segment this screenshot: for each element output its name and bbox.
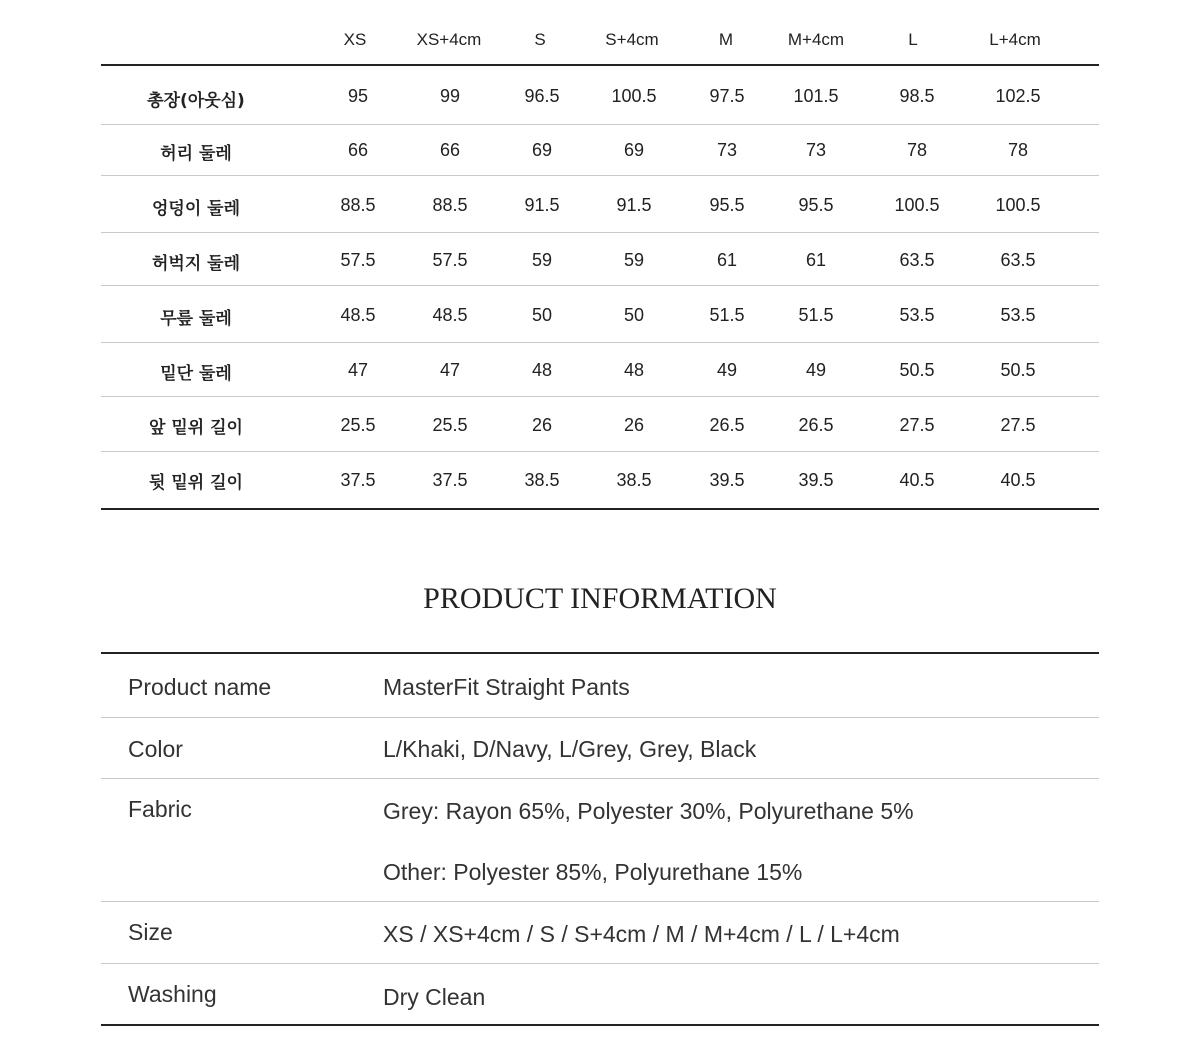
table-cell: 47 xyxy=(347,360,369,380)
table-cell: 26.5 xyxy=(798,415,834,435)
table-row xyxy=(101,343,1099,397)
table-cell: 47 xyxy=(439,360,461,380)
table-cell: 48.5 xyxy=(432,305,468,325)
info-row-product-name xyxy=(101,654,1099,718)
section-title: PRODUCT INFORMATION xyxy=(423,582,777,615)
row-label: 엉덩이 둘레 xyxy=(151,199,241,219)
column-header: L+4cm xyxy=(989,30,1041,49)
table-cell: 97.5 xyxy=(709,86,745,106)
table-cell: 59 xyxy=(531,250,553,270)
table-cell: 91.5 xyxy=(616,195,652,215)
info-value: Other: Polyester 85%, Polyurethane 15% xyxy=(383,859,803,885)
table-cell: 73 xyxy=(805,140,827,160)
table-row xyxy=(101,176,1099,233)
table-row xyxy=(101,286,1099,343)
table-cell: 101.5 xyxy=(793,86,839,106)
info-label: Washing xyxy=(128,981,217,1007)
row-label: 허리 둘레 xyxy=(160,144,232,164)
column-header: XS xyxy=(343,30,367,49)
info-label: Fabric xyxy=(128,796,192,822)
table-cell: 59 xyxy=(623,250,645,270)
table-cell: 63.5 xyxy=(1000,250,1036,270)
table-cell: 48.5 xyxy=(340,305,376,325)
table-cell: 26 xyxy=(531,415,553,435)
table-cell: 53.5 xyxy=(1000,305,1036,325)
table-cell: 78 xyxy=(1007,140,1029,160)
table-cell: 63.5 xyxy=(899,250,935,270)
info-value: L/Khaki, D/Navy, L/Grey, Grey, Black xyxy=(383,736,757,762)
table-cell: 25.5 xyxy=(340,415,376,435)
table-cell: 69 xyxy=(623,140,645,160)
table-cell: 38.5 xyxy=(524,470,560,490)
table-cell: 50 xyxy=(623,305,645,325)
table-cell: 88.5 xyxy=(432,195,468,215)
row-label: 뒷 밑위 길이 xyxy=(149,473,243,493)
table-cell: 50.5 xyxy=(1000,360,1036,380)
table-cell: 102.5 xyxy=(995,86,1041,106)
column-header: XS+4cm xyxy=(416,30,482,49)
info-label: Size xyxy=(128,919,173,945)
table-cell: 39.5 xyxy=(798,470,834,490)
info-label: Product name xyxy=(128,674,272,700)
table-cell: 57.5 xyxy=(432,250,468,270)
table-cell: 61 xyxy=(805,250,827,270)
table-cell: 91.5 xyxy=(524,195,560,215)
table-cell: 88.5 xyxy=(340,195,376,215)
table-cell: 98.5 xyxy=(899,86,935,106)
table-row xyxy=(101,452,1099,510)
table-row xyxy=(101,233,1099,286)
table-cell: 40.5 xyxy=(1000,470,1036,490)
table-row xyxy=(101,125,1099,176)
table-cell: 37.5 xyxy=(432,470,468,490)
row-label: 허벅지 둘레 xyxy=(151,254,241,274)
product-info-table xyxy=(101,652,1099,1026)
table-cell: 53.5 xyxy=(899,305,935,325)
table-cell: 99 xyxy=(439,86,461,106)
table-cell: 61 xyxy=(716,250,738,270)
table-cell: 49 xyxy=(805,360,827,380)
row-label: 총장(아웃심) xyxy=(147,91,245,111)
size-table xyxy=(101,0,1099,510)
column-header: M xyxy=(718,30,734,49)
info-row-color xyxy=(101,718,1099,779)
info-value: Dry Clean xyxy=(383,984,486,1010)
table-cell: 50.5 xyxy=(899,360,935,380)
column-header: L xyxy=(908,30,918,49)
table-cell: 66 xyxy=(347,140,369,160)
table-cell: 57.5 xyxy=(340,250,376,270)
table-cell: 48 xyxy=(531,360,553,380)
table-cell: 51.5 xyxy=(798,305,834,325)
row-label: 밑단 둘레 xyxy=(160,364,232,384)
row-label: 무릎 둘레 xyxy=(160,309,232,329)
table-cell: 25.5 xyxy=(432,415,468,435)
info-row-fabric xyxy=(101,779,1099,902)
column-header: M+4cm xyxy=(787,30,845,49)
table-row xyxy=(101,397,1099,452)
table-cell: 78 xyxy=(906,140,928,160)
info-value: XS / XS+4cm / S / S+4cm / M / M+4cm / L / L+4cm xyxy=(383,921,900,947)
info-row-washing xyxy=(101,964,1099,1026)
row-label: 앞 밑위 길이 xyxy=(149,418,243,438)
info-row-size xyxy=(101,902,1099,964)
table-cell: 38.5 xyxy=(616,470,652,490)
table-cell: 95 xyxy=(347,86,369,106)
table-cell: 26.5 xyxy=(709,415,745,435)
size-table-header xyxy=(101,0,1099,66)
table-cell: 37.5 xyxy=(340,470,376,490)
table-cell: 100.5 xyxy=(894,195,940,215)
table-cell: 100.5 xyxy=(611,86,657,106)
column-header: S+4cm xyxy=(605,30,659,49)
table-cell: 48 xyxy=(623,360,645,380)
table-cell: 50 xyxy=(531,305,553,325)
table-cell: 95.5 xyxy=(709,195,745,215)
info-label: Color xyxy=(128,736,183,762)
table-cell: 51.5 xyxy=(709,305,745,325)
table-cell: 96.5 xyxy=(524,86,560,106)
info-value: Grey: Rayon 65%, Polyester 30%, Polyurethane 5% xyxy=(383,798,914,824)
table-cell: 27.5 xyxy=(1000,415,1036,435)
table-cell: 49 xyxy=(716,360,738,380)
table-cell: 40.5 xyxy=(899,470,935,490)
table-cell: 69 xyxy=(531,140,553,160)
table-cell: 39.5 xyxy=(709,470,745,490)
column-header: S xyxy=(534,30,546,49)
table-cell: 95.5 xyxy=(798,195,834,215)
table-cell: 66 xyxy=(439,140,461,160)
table-cell: 27.5 xyxy=(899,415,935,435)
info-value: MasterFit Straight Pants xyxy=(383,674,630,700)
table-row xyxy=(101,66,1099,125)
table-cell: 100.5 xyxy=(995,195,1041,215)
table-cell: 26 xyxy=(623,415,645,435)
table-cell: 73 xyxy=(716,140,738,160)
